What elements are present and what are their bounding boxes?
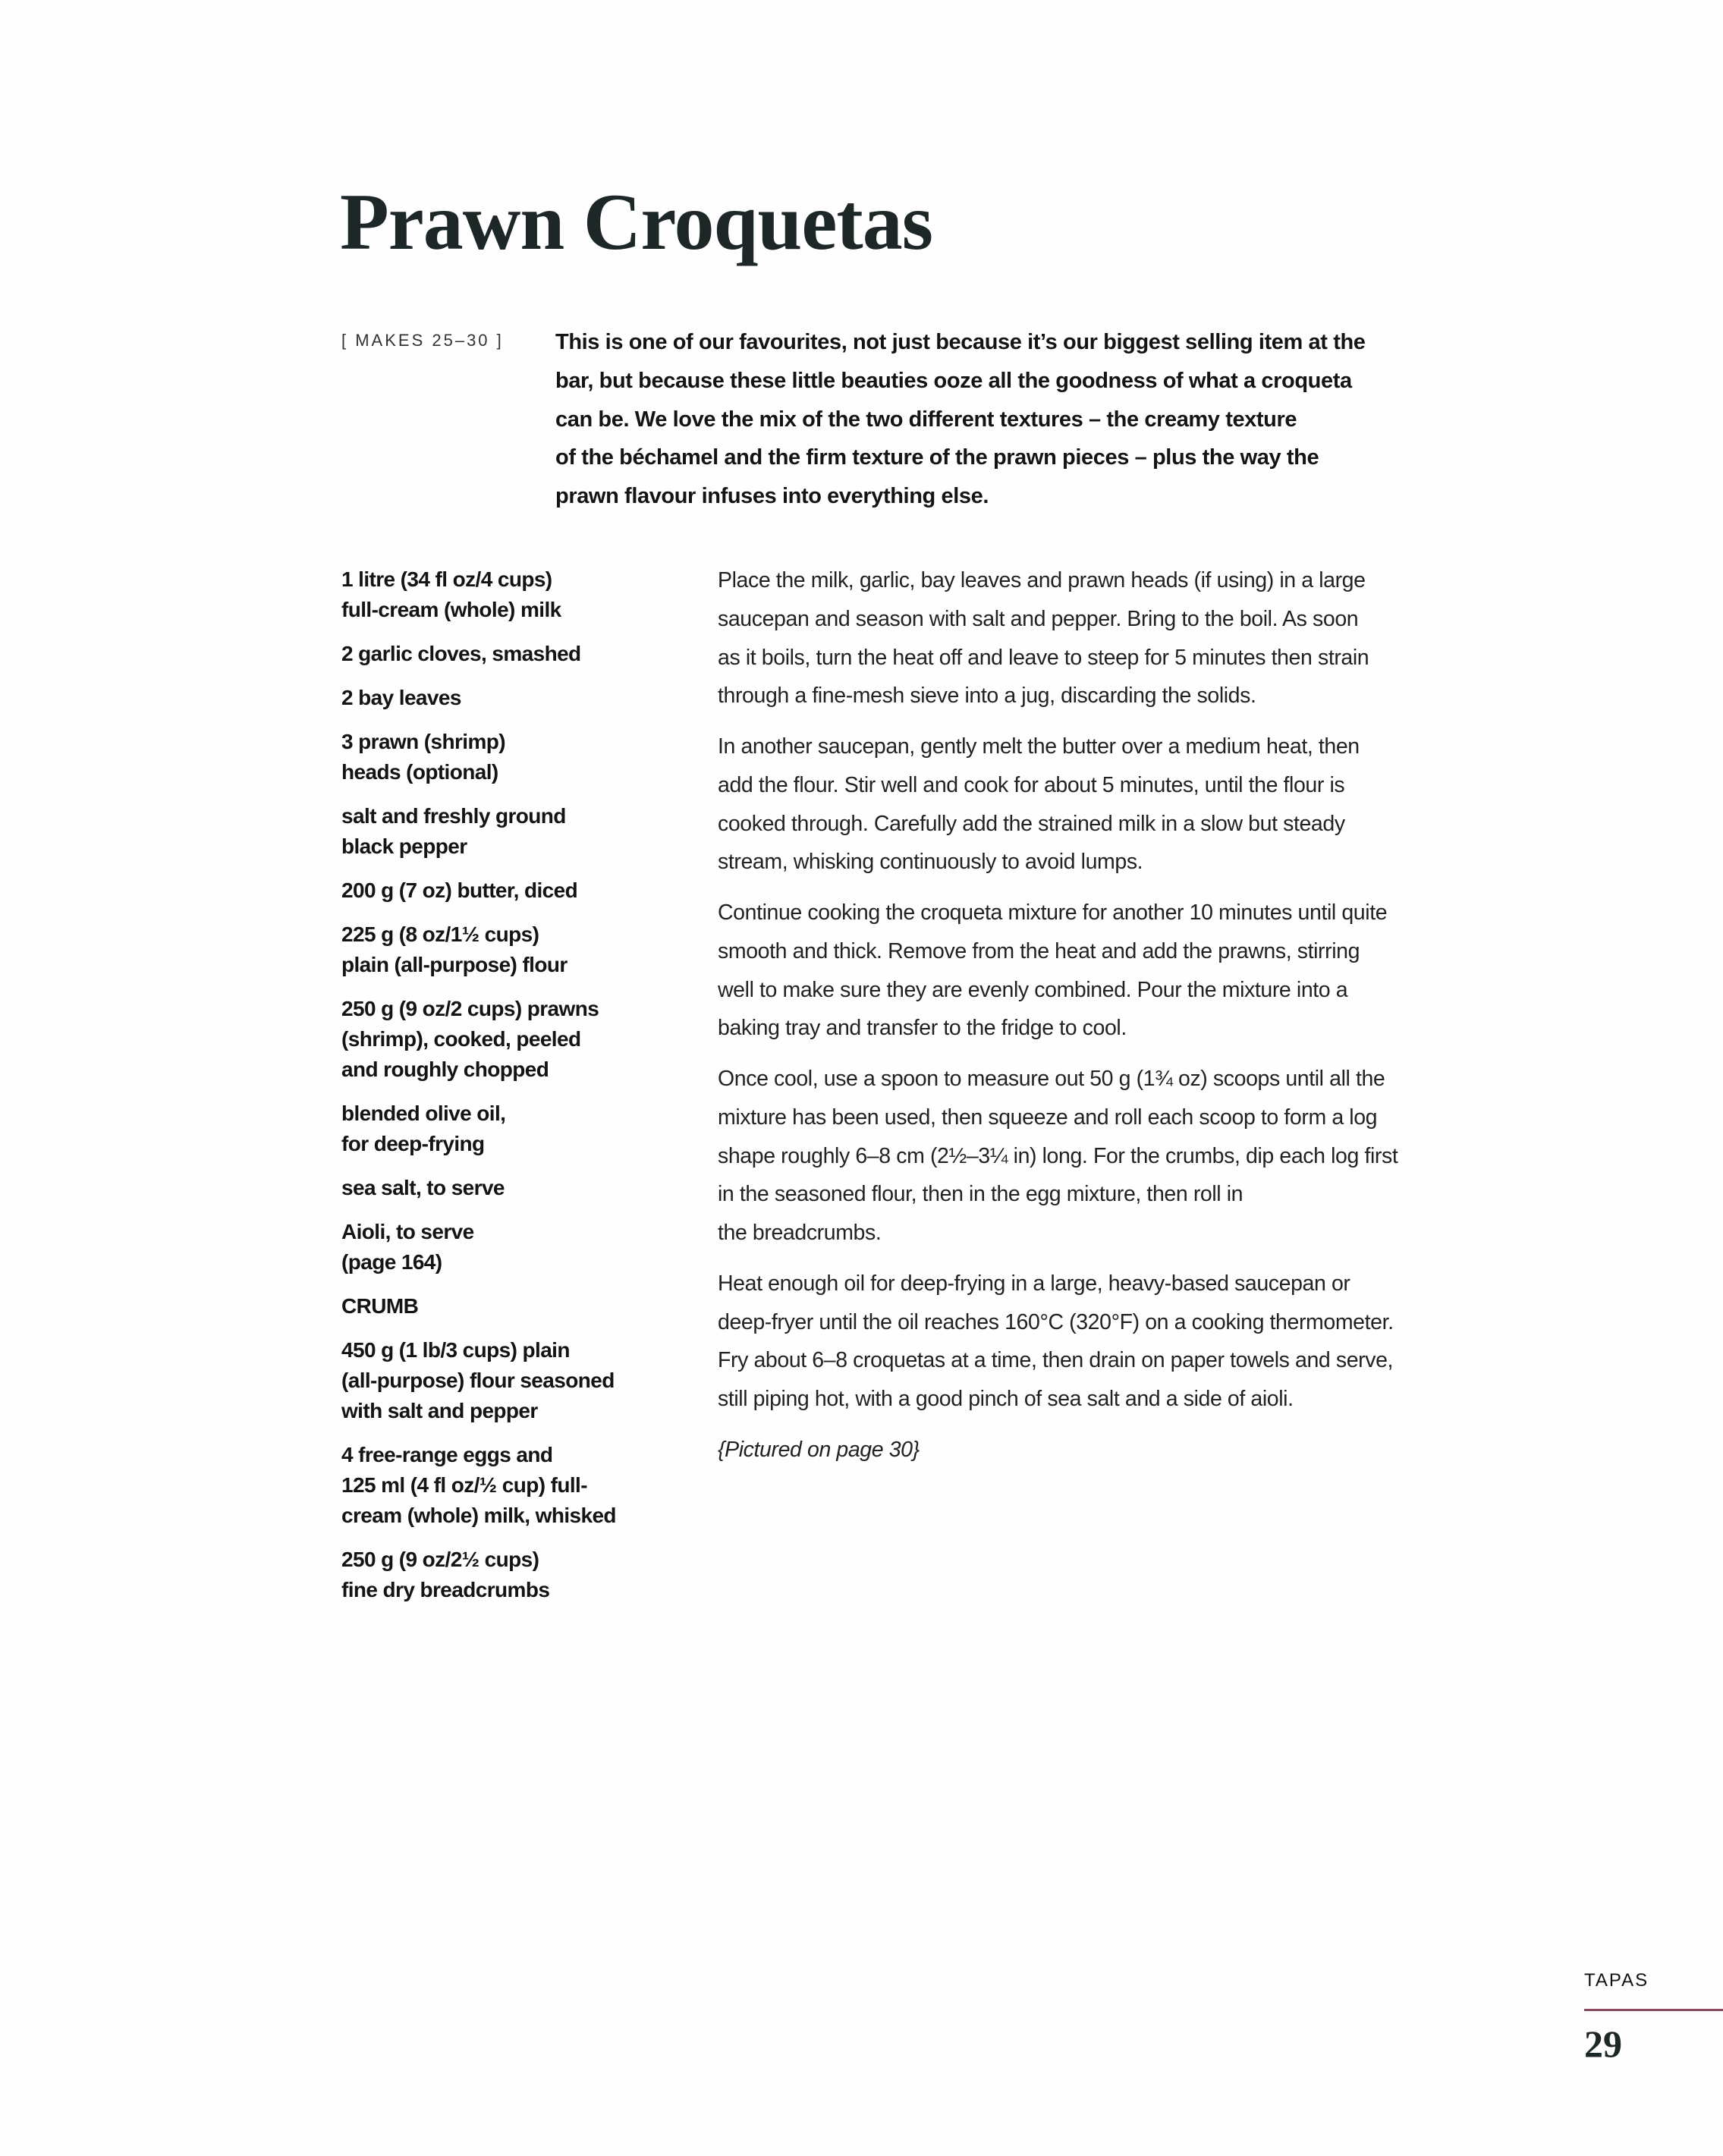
- method-line: cooked through. Carefully add the strained milk in a slow but steady: [718, 811, 1345, 836]
- intro-line: of the béchamel and the firm texture of the prawn pieces – plus the way the: [555, 445, 1319, 470]
- method-line: well to make sure they are evenly combined. Pour the mixture into a: [718, 977, 1348, 1002]
- ingredient-item: [341, 1098, 616, 1159]
- method-line: still piping hot, with a good pinch of sea salt and a side of aioli.: [718, 1387, 1294, 1411]
- method-line: add the flour. Stir well and cook for about 5 minutes, until the flour is: [718, 772, 1345, 797]
- method-line: Place the milk, garlic, bay leaves and prawn heads (if using) in a large: [718, 568, 1366, 592]
- method-line: mixture has been used, then squeeze and roll each scoop to form a log: [718, 1105, 1378, 1130]
- ingredient-line: black pepper: [341, 834, 467, 858]
- ingredient-item: [341, 919, 616, 980]
- ingredient-item: [341, 1440, 616, 1531]
- method-line: shape roughly 6–8 cm (2½–3¼ in) long. For the crumbs, dip each log first: [718, 1143, 1398, 1168]
- intro-line: This is one of our favourites, not just because it’s our biggest selling item at the: [555, 330, 1366, 354]
- ingredient-item: [341, 801, 616, 862]
- ingredient-line: plain (all-purpose) flour: [341, 953, 568, 976]
- ingredient-line: 2 bay leaves: [341, 686, 461, 709]
- method-line: the breadcrumbs.: [718, 1221, 882, 1245]
- ingredient-item: [341, 994, 616, 1085]
- intro-line: can be. We love the mix of the two different textures – the creamy texture: [555, 407, 1297, 432]
- ingredient-subheading: [341, 1291, 616, 1322]
- method-line: deep-fryer until the oil reaches 160°C (320°F) on a cooking thermometer.: [718, 1309, 1394, 1334]
- method-line: In another saucepan, gently melt the butter over a medium heat, then: [718, 734, 1360, 759]
- ingredient-line: cream (whole) milk, whisked: [341, 1504, 616, 1527]
- method-line: Heat enough oil for deep-frying in a large, heavy-based saucepan or: [718, 1271, 1350, 1296]
- ingredient-line: 125 ml (4 fl oz/½ cup) full-: [341, 1473, 587, 1497]
- ingredient-line: CRUMB: [341, 1294, 419, 1318]
- method-line: through a fine-mesh sieve into a jug, discarding the solids.: [718, 684, 1256, 709]
- ingredient-line: (all-purpose) flour seasoned: [341, 1369, 615, 1392]
- ingredient-line: with salt and pepper: [341, 1399, 538, 1422]
- method-line: Once cool, use a spoon to measure out 50 g (1¾ oz) scoops until all the: [718, 1067, 1385, 1091]
- method-line: baking tray and transfer to the fridge to cool.: [718, 1016, 1127, 1041]
- yield-label: [ MAKES 25–30 ]: [341, 331, 504, 350]
- method-paragraph: [718, 1265, 1398, 1419]
- method-paragraph: [718, 561, 1398, 715]
- section-label: TAPAS: [1584, 1970, 1649, 1991]
- ingredient-line: 3 prawn (shrimp): [341, 730, 505, 753]
- ingredient-line: 4 free-range eggs and: [341, 1443, 553, 1466]
- ingredient-line: 250 g (9 oz/2½ cups): [341, 1548, 539, 1571]
- method-line: smooth and thick. Remove from the heat and add the prawns, stirring: [718, 938, 1360, 963]
- ingredient-item: [341, 639, 616, 669]
- ingredient-line: blended olive oil,: [341, 1102, 506, 1125]
- ingredient-line: Aioli, to serve: [341, 1220, 474, 1243]
- ingredient-item: [341, 1173, 616, 1203]
- ingredient-item: [341, 1545, 616, 1605]
- ingredient-line: (shrimp), cooked, peeled: [341, 1027, 581, 1051]
- ingredient-item: [341, 875, 616, 906]
- ingredient-line: heads (optional): [341, 760, 498, 784]
- ingredient-line: for deep-frying: [341, 1132, 485, 1155]
- ingredient-line: 2 garlic cloves, smashed: [341, 642, 581, 665]
- ingredient-line: 250 g (9 oz/2 cups) prawns: [341, 997, 599, 1020]
- ingredient-item: [341, 683, 616, 713]
- ingredient-item: [341, 727, 616, 787]
- ingredient-line: (page 164): [341, 1250, 442, 1274]
- method-line: Fry about 6–8 croquetas at a time, then drain on paper towels and serve,: [718, 1348, 1394, 1373]
- picture-reference: [718, 1431, 1398, 1469]
- ingredient-line: salt and freshly ground: [341, 804, 566, 828]
- method-line: Continue cooking the croqueta mixture for another 10 minutes until quite: [718, 900, 1388, 925]
- method-line: saucepan and season with salt and pepper. Bring to the boil. As soon: [718, 606, 1359, 631]
- ingredient-item: [341, 1217, 616, 1278]
- ingredient-item: [341, 1335, 616, 1426]
- ingredient-line: sea salt, to serve: [341, 1176, 505, 1199]
- ingredient-line: full-cream (whole) milk: [341, 598, 561, 621]
- ingredients-list: [341, 564, 616, 1619]
- ingredient-line: and roughly chopped: [341, 1058, 549, 1081]
- intro-line: bar, but because these little beauties ooze all the goodness of what a croqueta: [555, 368, 1352, 393]
- ingredient-item: [341, 564, 616, 625]
- method-line: as it boils, turn the heat off and leave to steep for 5 minutes then strain: [718, 645, 1369, 670]
- method-line: stream, whisking continuously to avoid lumps.: [718, 850, 1143, 875]
- method-line: {Pictured on page 30}: [718, 1437, 920, 1462]
- ingredient-line: 450 g (1 lb/3 cups) plain: [341, 1338, 570, 1362]
- footer-rule: [1584, 2009, 1723, 2011]
- method-paragraph: [718, 1060, 1398, 1252]
- method-paragraph: [718, 894, 1398, 1048]
- ingredient-line: 1 litre (34 fl oz/4 cups): [341, 567, 552, 591]
- intro-line: prawn flavour infuses into everything else.: [555, 484, 989, 508]
- ingredient-line: 225 g (8 oz/1½ cups): [341, 922, 539, 946]
- ingredient-line: fine dry breadcrumbs: [341, 1578, 550, 1601]
- method-steps: [718, 561, 1398, 1482]
- recipe-intro: [555, 323, 1366, 516]
- page-number: 29: [1584, 2022, 1622, 2065]
- method-paragraph: [718, 728, 1398, 882]
- recipe-title: Prawn Croquetas: [340, 178, 932, 266]
- method-line: in the seasoned flour, then in the egg mixture, then roll in: [718, 1182, 1244, 1207]
- ingredient-line: 200 g (7 oz) butter, diced: [341, 878, 578, 902]
